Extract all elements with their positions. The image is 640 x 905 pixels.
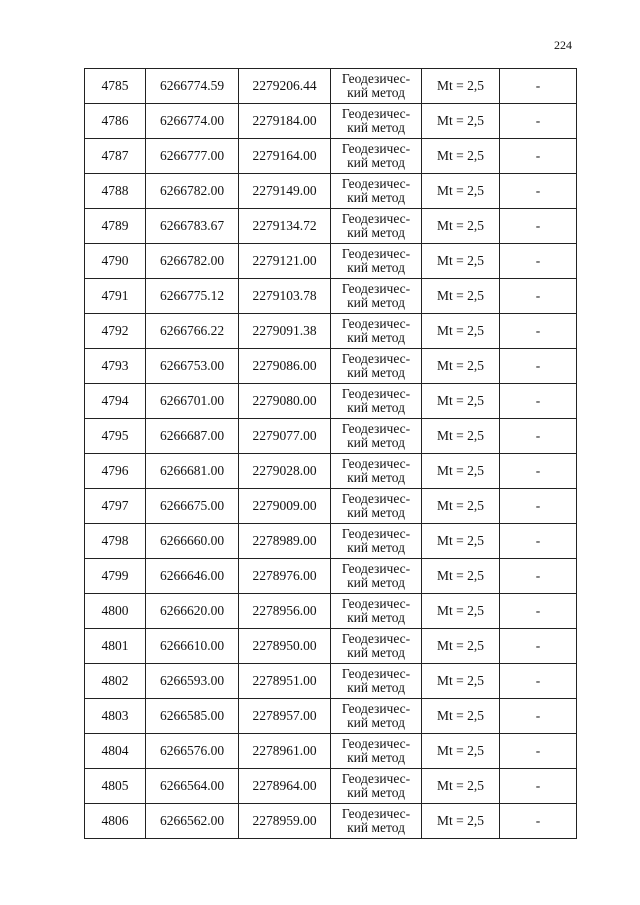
point-number-cell: 4789 (85, 209, 146, 244)
point-number-cell: 4792 (85, 314, 146, 349)
method-text-line: кий метод (347, 820, 405, 835)
method-text-line: кий метод (347, 750, 405, 765)
point-number-cell: 4788 (85, 174, 146, 209)
method-cell (331, 69, 422, 104)
extra-cell: - (500, 769, 577, 804)
method-text-line: кий метод (347, 785, 405, 800)
method-text-line: кий метод (347, 680, 405, 695)
method-text-line: Геодезичес- (341, 736, 411, 751)
table-row (85, 419, 577, 454)
x-coordinate-cell: 6266777.00 (146, 139, 239, 174)
method-text-line: кий метод (347, 120, 405, 135)
point-number-cell: 4799 (85, 559, 146, 594)
x-coordinate-cell: 6266775.12 (146, 279, 239, 314)
x-coordinate-cell: 6266783.67 (146, 209, 239, 244)
extra-cell: - (500, 209, 577, 244)
method-text-line: кий метод (347, 470, 405, 485)
method-cell (331, 559, 422, 594)
y-coordinate-cell: 2279184.00 (239, 104, 331, 139)
method-text-line: Геодезичес- (341, 561, 411, 576)
method-text-line: Геодезичес- (341, 316, 411, 331)
extra-cell: - (500, 419, 577, 454)
accuracy-cell: Mt = 2,5 (422, 419, 500, 454)
x-coordinate-cell: 6266782.00 (146, 174, 239, 209)
x-coordinate-cell: 6266701.00 (146, 384, 239, 419)
point-number-cell: 4794 (85, 384, 146, 419)
y-coordinate-cell: 2278989.00 (239, 524, 331, 559)
y-coordinate-cell: 2278956.00 (239, 594, 331, 629)
x-coordinate-cell: 6266774.59 (146, 69, 239, 104)
table-row (85, 559, 577, 594)
accuracy-cell: Mt = 2,5 (422, 559, 500, 594)
accuracy-cell: Mt = 2,5 (422, 664, 500, 699)
method-text-line: кий метод (347, 295, 405, 310)
table-row (85, 629, 577, 664)
x-coordinate-cell: 6266576.00 (146, 734, 239, 769)
y-coordinate-cell: 2279091.38 (239, 314, 331, 349)
method-text-line: Геодезичес- (341, 666, 411, 681)
extra-cell: - (500, 699, 577, 734)
extra-cell: - (500, 69, 577, 104)
method-cell (331, 699, 422, 734)
method-text-line: Геодезичес- (341, 491, 411, 506)
x-coordinate-cell: 6266585.00 (146, 699, 239, 734)
table-row (85, 769, 577, 804)
x-coordinate-cell: 6266681.00 (146, 454, 239, 489)
method-cell (331, 594, 422, 629)
point-number-cell: 4785 (85, 69, 146, 104)
method-text-line: кий метод (347, 575, 405, 590)
accuracy-cell: Mt = 2,5 (422, 209, 500, 244)
point-number-cell: 4805 (85, 769, 146, 804)
table-row (85, 209, 577, 244)
extra-cell: - (500, 384, 577, 419)
y-coordinate-cell: 2279121.00 (239, 244, 331, 279)
point-number-cell: 4786 (85, 104, 146, 139)
y-coordinate-cell: 2279206.44 (239, 69, 331, 104)
method-cell (331, 139, 422, 174)
x-coordinate-cell: 6266766.22 (146, 314, 239, 349)
method-cell (331, 664, 422, 699)
method-text-line: Геодезичес- (341, 421, 411, 436)
y-coordinate-cell: 2279103.78 (239, 279, 331, 314)
method-text-line: Геодезичес- (341, 281, 411, 296)
point-number-cell: 4801 (85, 629, 146, 664)
point-number-cell: 4803 (85, 699, 146, 734)
method-text-line: кий метод (347, 400, 405, 415)
accuracy-cell: Mt = 2,5 (422, 804, 500, 839)
table-row (85, 489, 577, 524)
accuracy-cell: Mt = 2,5 (422, 69, 500, 104)
accuracy-cell: Mt = 2,5 (422, 524, 500, 559)
accuracy-cell: Mt = 2,5 (422, 699, 500, 734)
point-number-cell: 4795 (85, 419, 146, 454)
point-number-cell: 4804 (85, 734, 146, 769)
x-coordinate-cell: 6266593.00 (146, 664, 239, 699)
y-coordinate-cell: 2278964.00 (239, 769, 331, 804)
method-text-line: кий метод (347, 85, 405, 100)
extra-cell: - (500, 279, 577, 314)
point-number-cell: 4797 (85, 489, 146, 524)
extra-cell: - (500, 349, 577, 384)
method-cell (331, 489, 422, 524)
y-coordinate-cell: 2279080.00 (239, 384, 331, 419)
accuracy-cell: Mt = 2,5 (422, 349, 500, 384)
extra-cell: - (500, 174, 577, 209)
method-cell (331, 349, 422, 384)
point-number-cell: 4800 (85, 594, 146, 629)
method-cell (331, 629, 422, 664)
extra-cell: - (500, 664, 577, 699)
method-text-line: Геодезичес- (341, 176, 411, 191)
method-text-line: кий метод (347, 715, 405, 730)
y-coordinate-cell: 2278959.00 (239, 804, 331, 839)
extra-cell: - (500, 489, 577, 524)
method-cell (331, 279, 422, 314)
method-text-line: кий метод (347, 610, 405, 625)
table-row (85, 104, 577, 139)
extra-cell: - (500, 139, 577, 174)
accuracy-cell: Mt = 2,5 (422, 244, 500, 279)
method-text-line: Геодезичес- (341, 526, 411, 541)
point-number-cell: 4787 (85, 139, 146, 174)
accuracy-cell: Mt = 2,5 (422, 174, 500, 209)
y-coordinate-cell: 2278951.00 (239, 664, 331, 699)
method-cell (331, 769, 422, 804)
method-text-line: Геодезичес- (341, 211, 411, 226)
extra-cell: - (500, 104, 577, 139)
table-row (85, 384, 577, 419)
table-row (85, 594, 577, 629)
method-text-line: Геодезичес- (341, 246, 411, 261)
table-row (85, 699, 577, 734)
point-number-cell: 4798 (85, 524, 146, 559)
y-coordinate-cell: 2278976.00 (239, 559, 331, 594)
method-cell (331, 524, 422, 559)
method-text-line: Геодезичес- (341, 351, 411, 366)
method-text-line: кий метод (347, 435, 405, 450)
coordinates-table (84, 68, 577, 839)
accuracy-cell: Mt = 2,5 (422, 314, 500, 349)
method-text-line: Геодезичес- (341, 386, 411, 401)
y-coordinate-cell: 2279134.72 (239, 209, 331, 244)
accuracy-cell: Mt = 2,5 (422, 594, 500, 629)
x-coordinate-cell: 6266774.00 (146, 104, 239, 139)
x-coordinate-cell: 6266562.00 (146, 804, 239, 839)
accuracy-cell: Mt = 2,5 (422, 629, 500, 664)
method-cell (331, 104, 422, 139)
accuracy-cell: Mt = 2,5 (422, 279, 500, 314)
method-cell (331, 419, 422, 454)
table-row (85, 804, 577, 839)
method-text-line: кий метод (347, 190, 405, 205)
method-text-line: Геодезичес- (341, 596, 411, 611)
x-coordinate-cell: 6266610.00 (146, 629, 239, 664)
extra-cell: - (500, 629, 577, 664)
y-coordinate-cell: 2279028.00 (239, 454, 331, 489)
method-text-line: кий метод (347, 645, 405, 660)
method-cell (331, 454, 422, 489)
y-coordinate-cell: 2279149.00 (239, 174, 331, 209)
x-coordinate-cell: 6266782.00 (146, 244, 239, 279)
table-row (85, 314, 577, 349)
point-number-cell: 4793 (85, 349, 146, 384)
extra-cell: - (500, 734, 577, 769)
method-text-line: Геодезичес- (341, 71, 411, 86)
table-row (85, 174, 577, 209)
table-row (85, 734, 577, 769)
table-row (85, 279, 577, 314)
accuracy-cell: Mt = 2,5 (422, 104, 500, 139)
y-coordinate-cell: 2279086.00 (239, 349, 331, 384)
extra-cell: - (500, 594, 577, 629)
extra-cell: - (500, 454, 577, 489)
page-number: 224 (554, 38, 572, 52)
method-text-line: Геодезичес- (341, 456, 411, 471)
method-cell (331, 314, 422, 349)
y-coordinate-cell: 2278961.00 (239, 734, 331, 769)
method-text-line: кий метод (347, 155, 405, 170)
table-row (85, 524, 577, 559)
table-row (85, 454, 577, 489)
x-coordinate-cell: 6266753.00 (146, 349, 239, 384)
extra-cell: - (500, 314, 577, 349)
x-coordinate-cell: 6266646.00 (146, 559, 239, 594)
method-text-line: Геодезичес- (341, 701, 411, 716)
table-row (85, 349, 577, 384)
y-coordinate-cell: 2278957.00 (239, 699, 331, 734)
method-text-line: кий метод (347, 260, 405, 275)
accuracy-cell: Mt = 2,5 (422, 454, 500, 489)
y-coordinate-cell: 2279077.00 (239, 419, 331, 454)
point-number-cell: 4790 (85, 244, 146, 279)
accuracy-cell: Mt = 2,5 (422, 139, 500, 174)
point-number-cell: 4806 (85, 804, 146, 839)
method-cell (331, 734, 422, 769)
method-text-line: кий метод (347, 540, 405, 555)
method-text-line: Геодезичес- (341, 806, 411, 821)
point-number-cell: 4791 (85, 279, 146, 314)
method-cell (331, 209, 422, 244)
method-text-line: кий метод (347, 330, 405, 345)
extra-cell: - (500, 804, 577, 839)
extra-cell: - (500, 524, 577, 559)
method-text-line: Геодезичес- (341, 141, 411, 156)
method-text-line: Геодезичес- (341, 771, 411, 786)
x-coordinate-cell: 6266564.00 (146, 769, 239, 804)
method-text-line: Геодезичес- (341, 631, 411, 646)
method-cell (331, 804, 422, 839)
x-coordinate-cell: 6266687.00 (146, 419, 239, 454)
method-cell (331, 384, 422, 419)
method-cell (331, 244, 422, 279)
accuracy-cell: Mt = 2,5 (422, 734, 500, 769)
extra-cell: - (500, 559, 577, 594)
accuracy-cell: Mt = 2,5 (422, 384, 500, 419)
table-row (85, 244, 577, 279)
y-coordinate-cell: 2279164.00 (239, 139, 331, 174)
x-coordinate-cell: 6266620.00 (146, 594, 239, 629)
accuracy-cell: Mt = 2,5 (422, 489, 500, 524)
accuracy-cell: Mt = 2,5 (422, 769, 500, 804)
method-text-line: Геодезичес- (341, 106, 411, 121)
point-number-cell: 4796 (85, 454, 146, 489)
extra-cell: - (500, 244, 577, 279)
point-number-cell: 4802 (85, 664, 146, 699)
table-row (85, 664, 577, 699)
table-body (85, 69, 577, 839)
method-text-line: кий метод (347, 225, 405, 240)
y-coordinate-cell: 2278950.00 (239, 629, 331, 664)
table-row (85, 139, 577, 174)
method-cell (331, 174, 422, 209)
method-text-line: кий метод (347, 365, 405, 380)
table-row (85, 69, 577, 104)
x-coordinate-cell: 6266675.00 (146, 489, 239, 524)
y-coordinate-cell: 2279009.00 (239, 489, 331, 524)
x-coordinate-cell: 6266660.00 (146, 524, 239, 559)
method-text-line: кий метод (347, 505, 405, 520)
